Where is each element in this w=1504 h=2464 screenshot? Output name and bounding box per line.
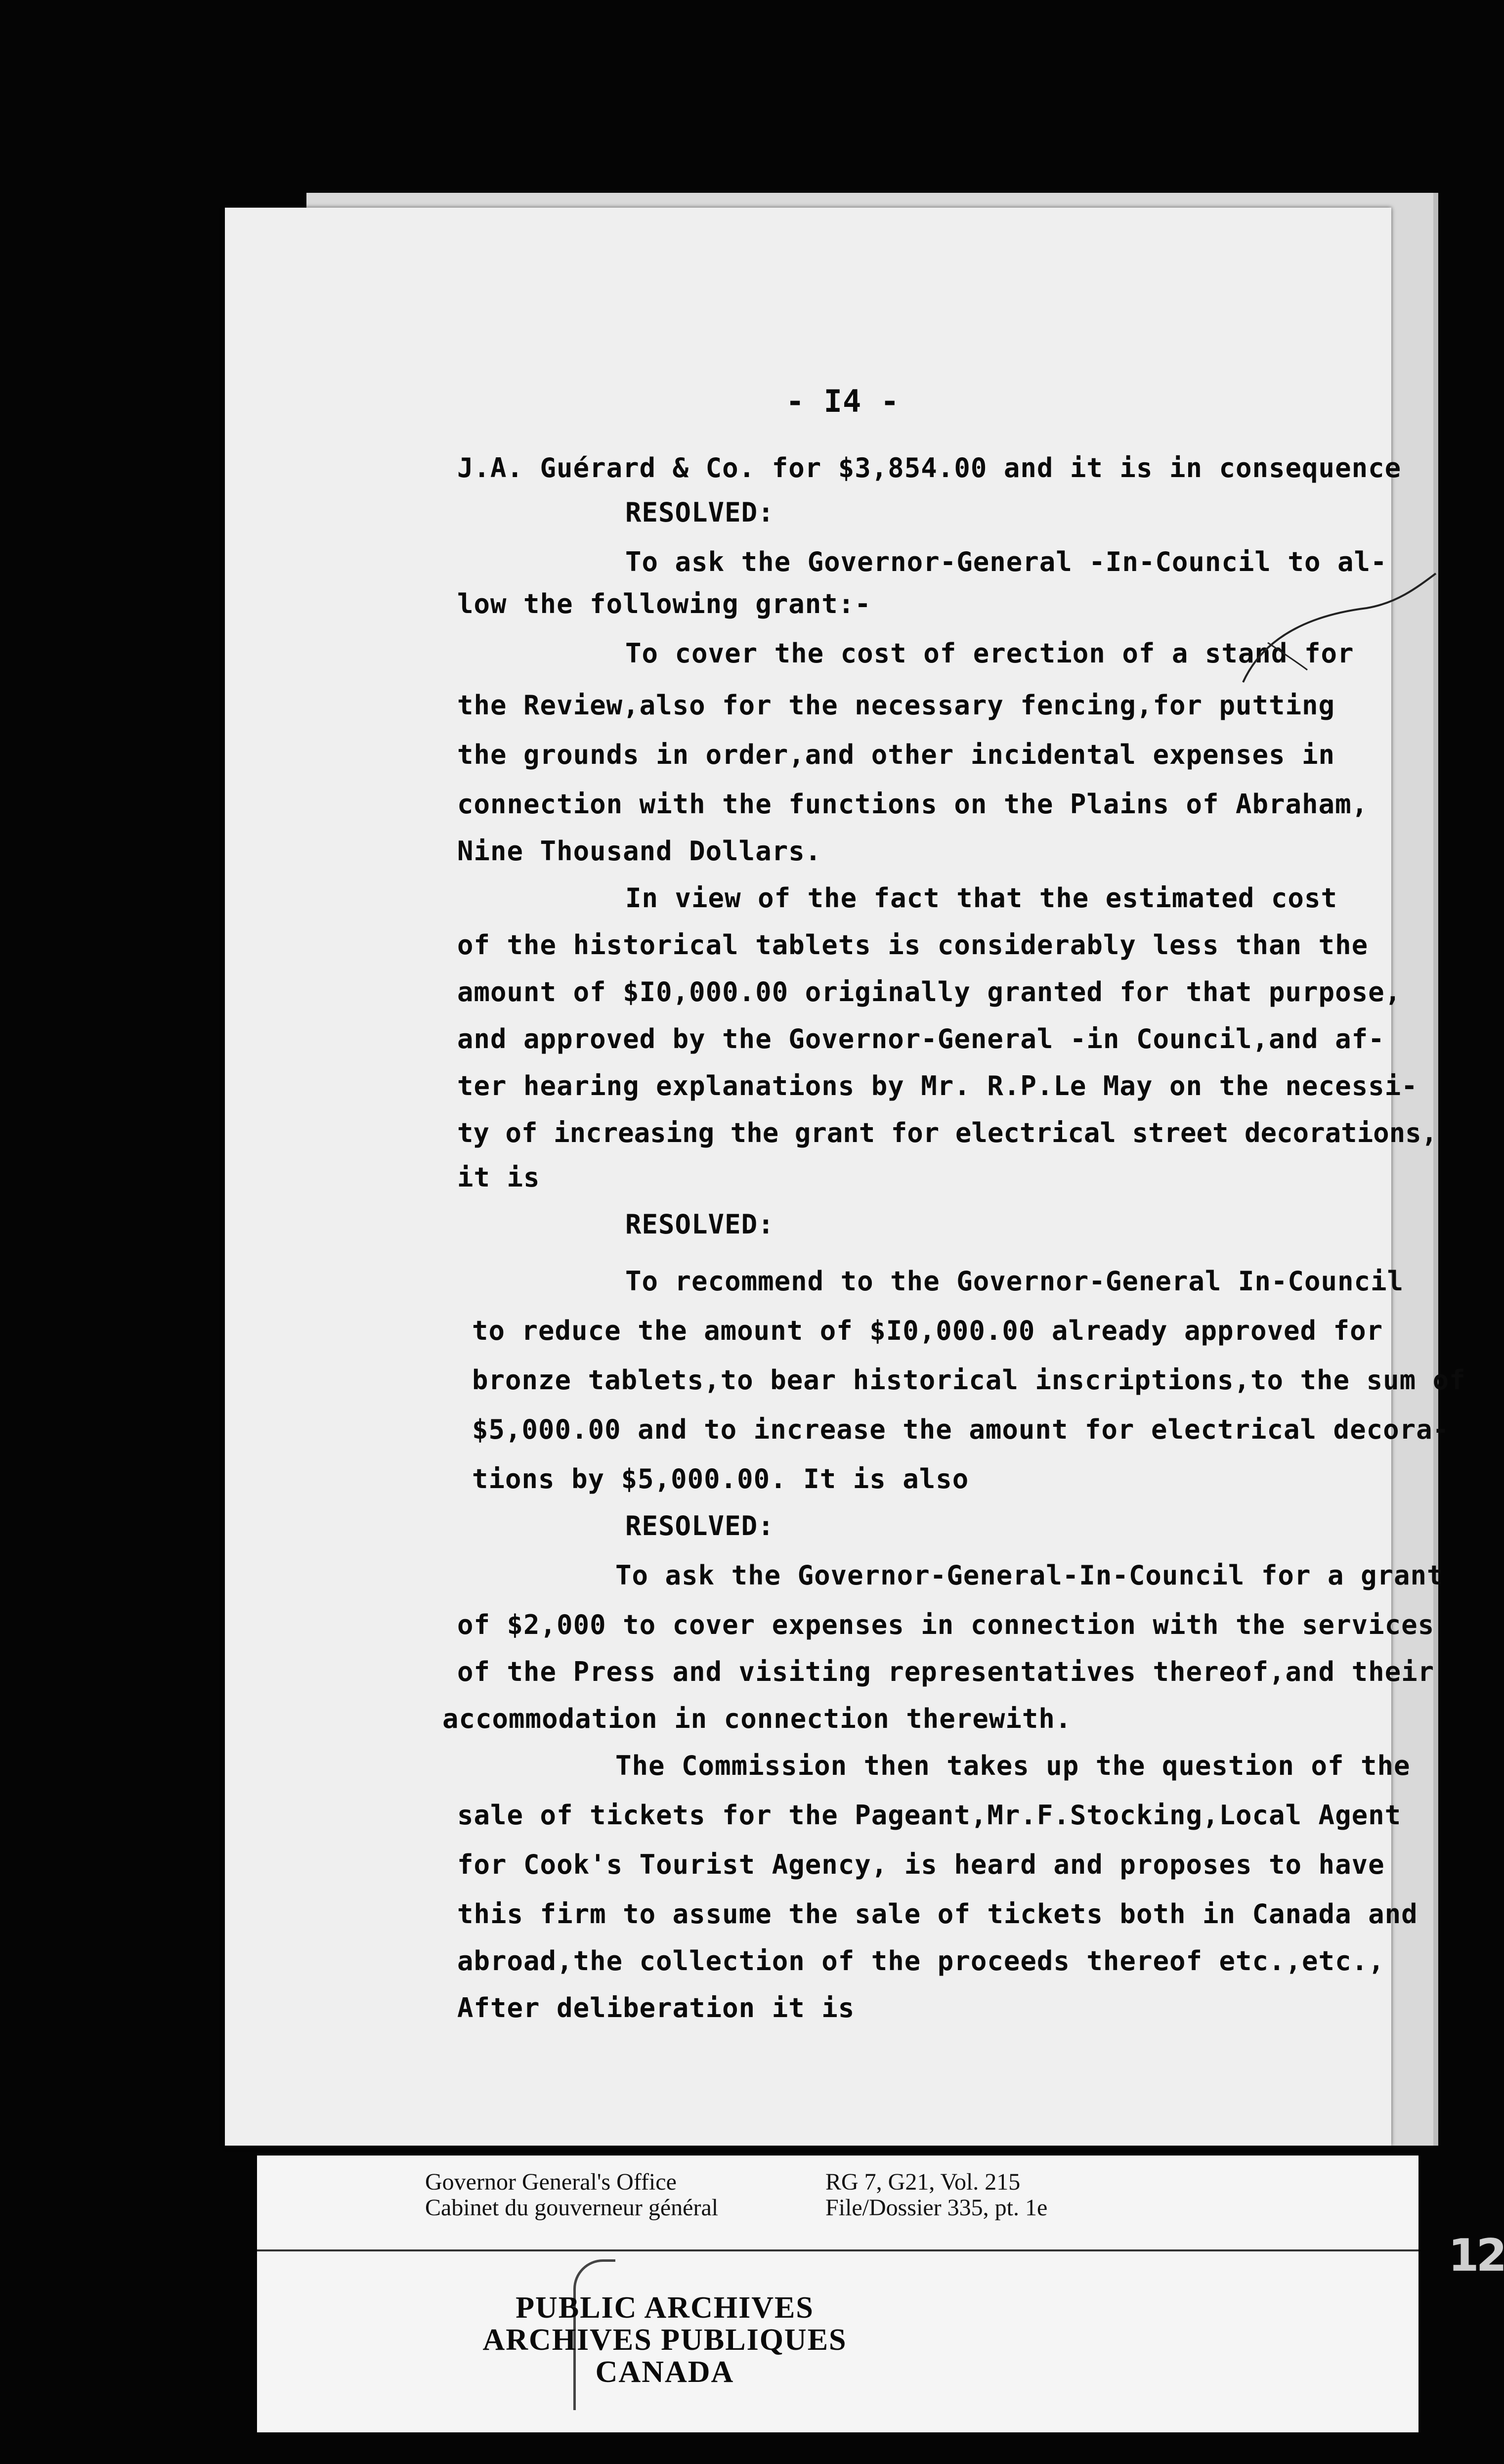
pencil-mark-icon <box>1238 569 1446 687</box>
archive-name-french: ARCHIVES PUBLIQUES <box>482 2323 847 2357</box>
text-line: bronze tablets,to bear historical inscriptions,to the sum of <box>472 1364 1466 1396</box>
stamp-reference <box>825 2169 1047 2221</box>
text-line: the grounds in order,and other incidental expenses in <box>457 739 1335 770</box>
page-number: - I4 - <box>786 383 900 419</box>
stamp-office <box>425 2169 718 2221</box>
document-page <box>225 208 1466 2146</box>
archive-country: CANADA <box>595 2355 734 2389</box>
text-line: accommodation in connection therewith. <box>442 1703 1072 1734</box>
text-line: In view of the fact that the estimated cost <box>625 882 1337 914</box>
text-line: low the following grant:- <box>457 588 871 619</box>
typed-text <box>225 208 1466 2146</box>
text-line: of the Press and visiting representatives thereof,and their <box>457 1656 1435 1687</box>
reference-number: RG 7, G21, Vol. 215 <box>825 2169 1021 2195</box>
resolved-heading: RESOLVED: <box>625 497 774 528</box>
text-line: Nine Thousand Dollars. <box>457 836 822 867</box>
text-line: ty of increasing the grant for electrical street decorations, <box>457 1117 1438 1148</box>
text-line: and approved by the Governor-General -in Council,and af- <box>457 1023 1385 1055</box>
text-line: To cover the cost of erection of a stand for <box>625 638 1354 669</box>
resolved-heading: RESOLVED: <box>625 1510 774 1541</box>
stamp-header <box>257 2156 1418 2251</box>
text-line: of $2,000 to cover expenses in connection with the services <box>457 1609 1435 1640</box>
text-line: it is <box>457 1162 540 1193</box>
text-line: this firm to assume the sale of tickets both in Canada and <box>457 1898 1418 1930</box>
text-line: amount of $I0,000.00 originally granted for that purpose, <box>457 976 1402 1008</box>
text-line: connection with the functions on the Plains of Abraham, <box>457 789 1369 820</box>
text-line: J.A. Guérard & Co. for $3,854.00 and it is in consequence <box>457 452 1402 484</box>
archive-stamp <box>257 2156 1418 2432</box>
resolved-heading: RESOLVED: <box>625 1209 774 1240</box>
archive-name-english: PUBLIC ARCHIVES <box>516 2291 814 2325</box>
text-line: The Commission then takes up the question of the <box>615 1750 1411 1781</box>
text-line: $5,000.00 and to increase the amount for electrical decora- <box>472 1414 1450 1445</box>
text-line: of the historical tablets is considerably less than the <box>457 929 1369 961</box>
text-line: To ask the Governor-General-In-Council for a grant <box>615 1560 1444 1591</box>
text-line: To recommend to the Governor-General In-Council <box>625 1266 1404 1297</box>
text-line: the Review,also for the necessary fencing,for putting <box>457 690 1335 721</box>
frame-number: 12 <box>1448 2230 1504 2282</box>
text-line: sale of tickets for the Pageant,Mr.F.Stocking,Local Agent <box>457 1800 1402 1831</box>
office-english: Governor General's Office <box>425 2169 677 2195</box>
text-line: To ask the Governor-General -In-Council to al- <box>625 546 1387 577</box>
text-line: abroad,the collection of the proceeds thereof etc.,etc., <box>457 1945 1385 1977</box>
text-line: to reduce the amount of $I0,000.00 already approved for <box>472 1315 1383 1346</box>
text-line: tions by $5,000.00. It is also <box>472 1463 969 1495</box>
text-line: ter hearing explanations by Mr. R.P.Le May on the necessi- <box>457 1070 1418 1101</box>
office-french: Cabinet du gouverneur général <box>425 2195 719 2221</box>
text-line: for Cook's Tourist Agency, is heard and proposes to have <box>457 1849 1385 1880</box>
file-number: File/Dossier 335, pt. 1e <box>825 2195 1048 2221</box>
stamp-archives <box>257 2249 1418 2432</box>
text-line: After deliberation it is <box>457 1992 855 2024</box>
